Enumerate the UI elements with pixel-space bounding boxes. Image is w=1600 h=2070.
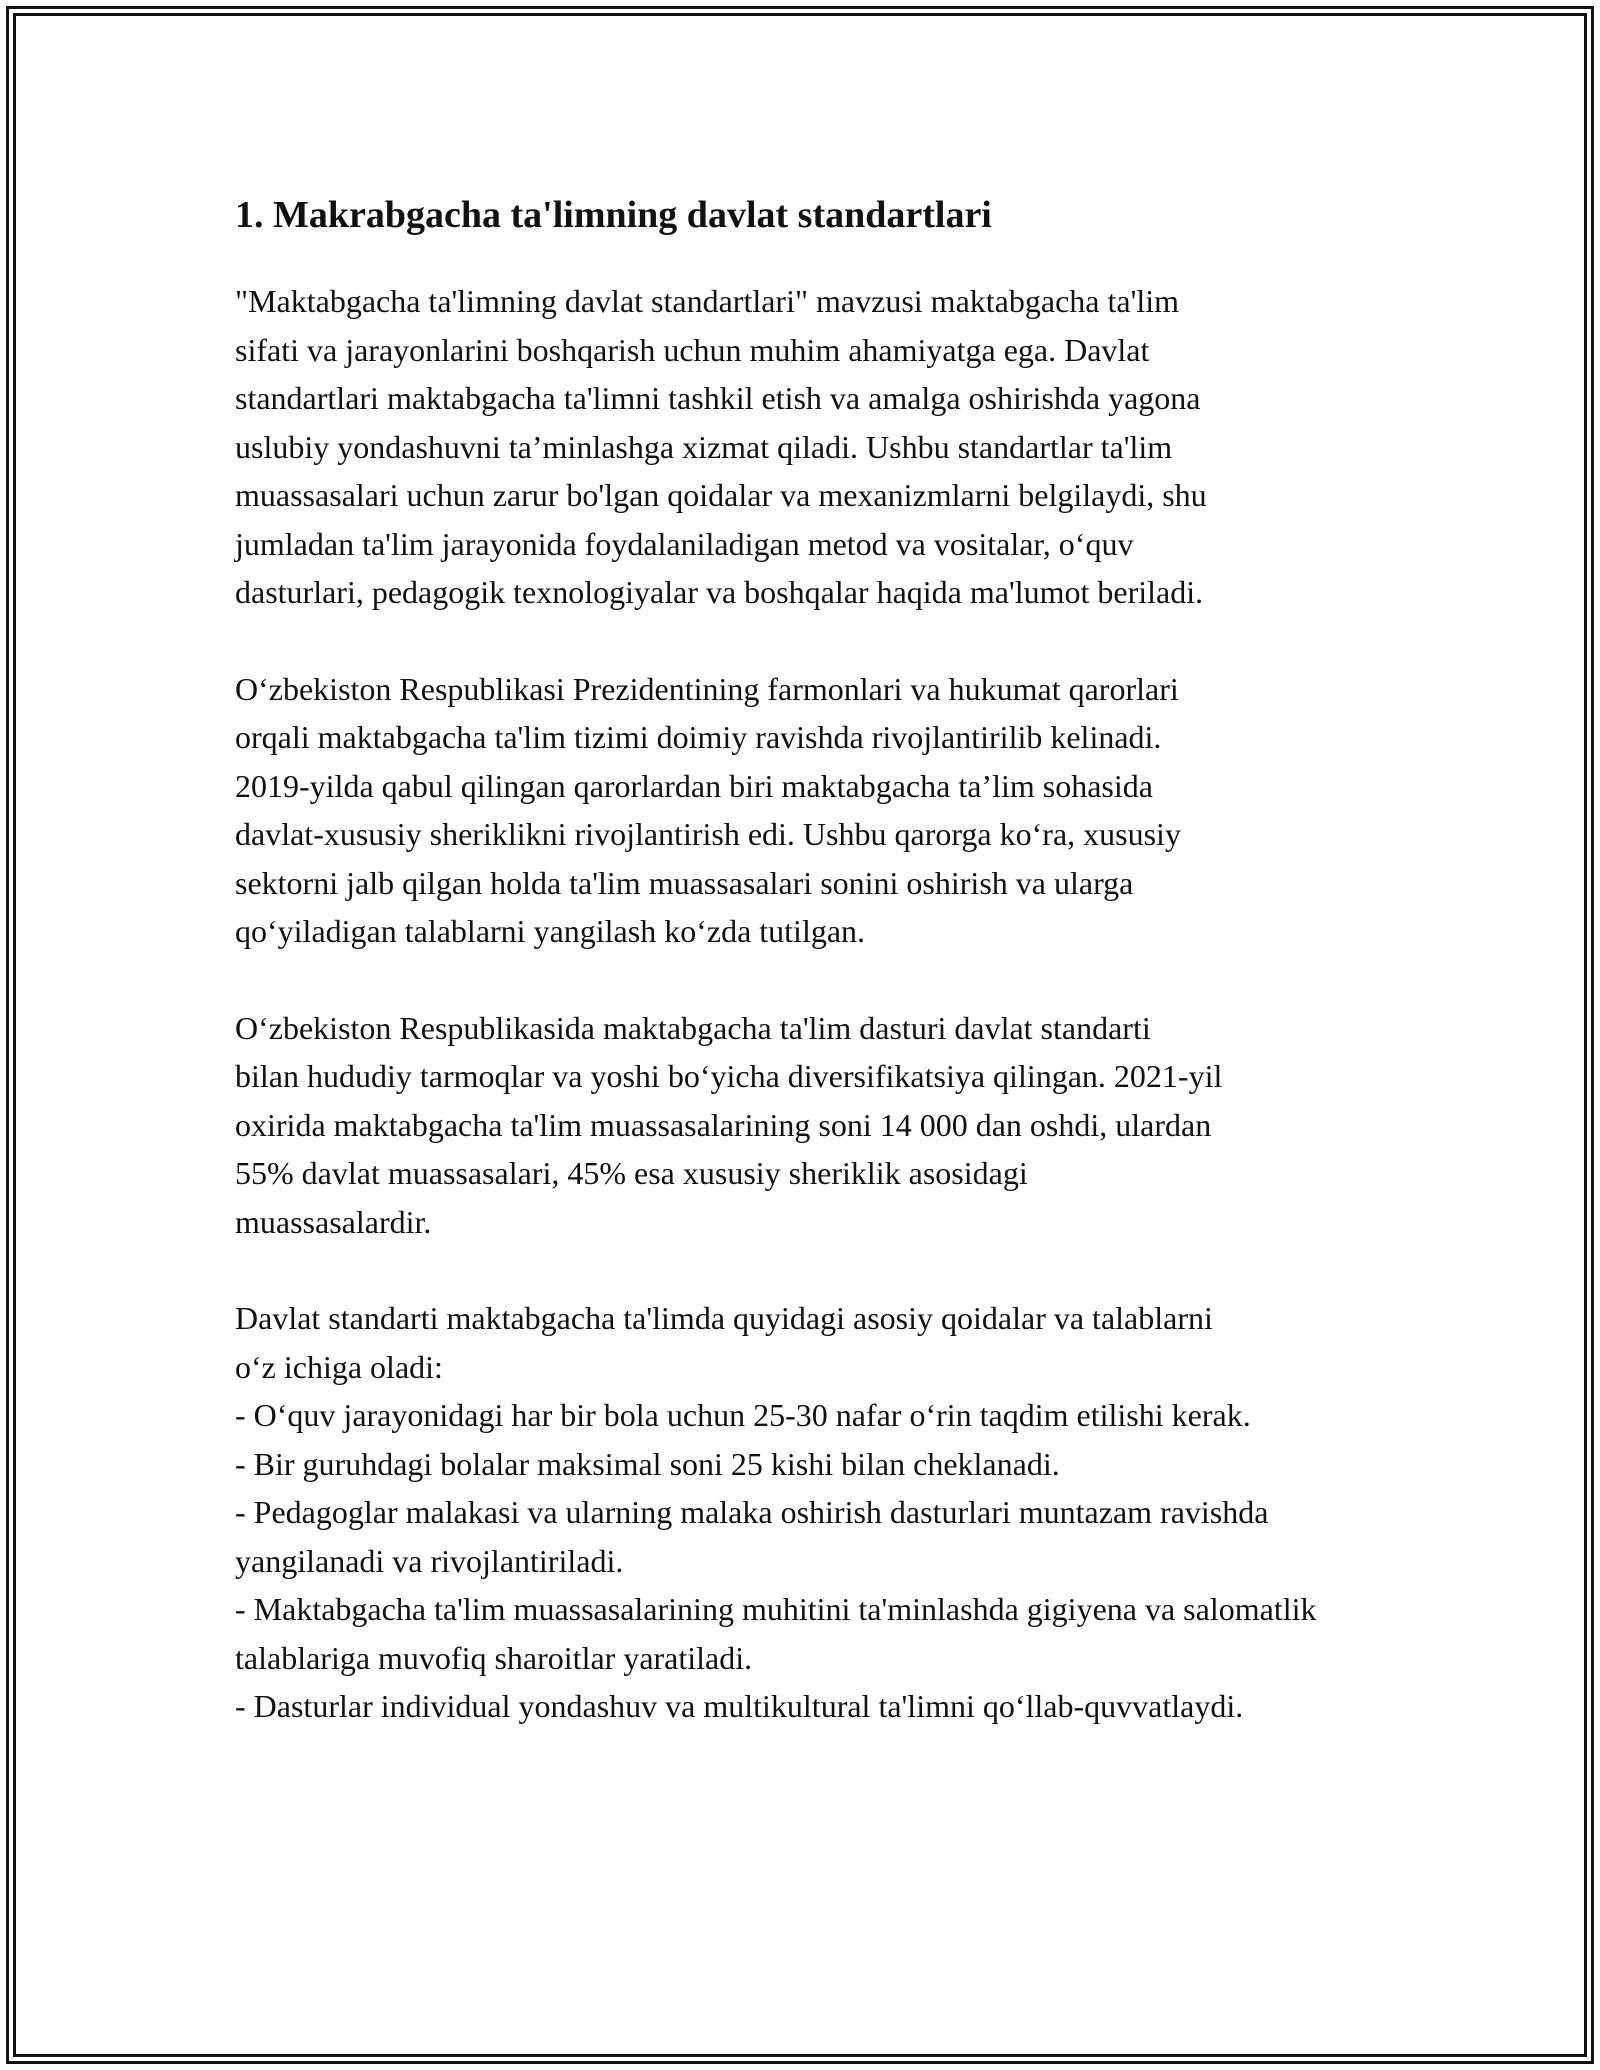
list-item: - Dasturlar individual yondashuv va multikultural ta'limni qo‘llab-quvvatlaydi. (235, 1688, 1244, 1724)
document-body (235, 186, 1375, 1731)
paragraph-statistics: O‘zbekiston Respublikasida maktabgacha ta'lim dasturi davlat standarti bilan hududiy tarmoqlar va yoshi bo‘yicha diversifikatsiya qilingan. 2021-yil oxirida maktabgacha ta'lim muassasalarining soni 14 000 dan oshdi, ulardan 55% davlat muassasalari, 45% esa xususiy sheriklik asosidagi muassasalardir. (235, 1009, 1223, 1240)
document-heading: 1. Makrabgacha ta'limning davlat standartlari (235, 194, 992, 236)
list-item: - Maktabgacha ta'lim muassasalarining muhitini ta'minlashda gigiyena va salomatlik talablariga muvofiq sharoitlar yaratiladi. (235, 1591, 1317, 1676)
list-item: - Pedagoglar malakasi va ularning malaka oshirish dasturlari muntazam ravishda yangilanadi va rivojlantiriladi. (235, 1494, 1269, 1579)
requirements-list (235, 1391, 1375, 1731)
paragraph-presidential-decrees: O‘zbekiston Respublikasi Prezidentining farmonlari va hukumat qarorlari orqali maktabgacha ta'lim tizimi doimiy ravishda rivojlantirilib kelinadi. 2019-yilda qabul qilingan qarorlardan biri maktabgacha ta’lim sohasida davlat-xususiy sheriklikni rivojlantirish edi. Ushbu qarorga ko‘ra, xususiy sektorni jalb qilgan holda ta'lim muassasalari sonini oshirish va ularga qo‘yiladigan talablarni yangilash ko‘zda tutilgan. (235, 670, 1181, 949)
list-intro: Davlat standarti maktabgacha ta'limda quyidagi asosiy qoidalar va talablarni o‘z ichiga oladi: (235, 1300, 1213, 1385)
list-item: - Bir guruhdagi bolalar maksimal soni 25 kishi bilan cheklanadi. (235, 1445, 1060, 1482)
list-item: - O‘quv jarayonidagi har bir bola uchun 25-30 nafar o‘rin taqdim etilishi kerak. (235, 1397, 1251, 1433)
paragraph-intro: "Maktabgacha ta'limning davlat standartlari" mavzusi maktabgacha ta'lim sifati va jarayonlarini boshqarish uchun muhim ahamiyatga ega. Davlat standartlari maktabgacha ta'limni tashkil etish va amalga oshirishda yagona uslubiy yondashuvni ta’minlashga xizmat qiladi. Ushbu standartlar ta'lim muassasalari uchun zarur bo'lgan qoidalar va mexanizmlarni belgilaydi, shu jumladan ta'lim jarayonida foydalaniladigan metod va vositalar, o‘quv dasturlari, pedagogik texnologiyalar va boshqalar haqida ma'lumot beriladi. (235, 283, 1207, 610)
